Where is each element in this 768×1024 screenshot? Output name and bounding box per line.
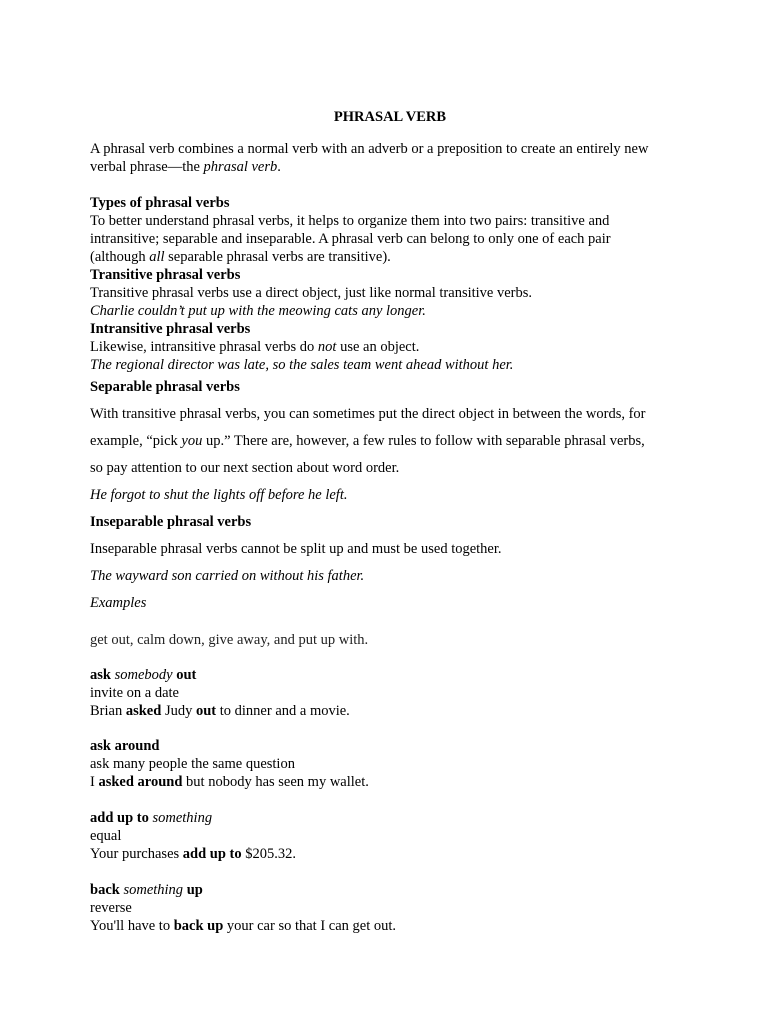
separable-line-2: [90, 428, 690, 455]
entry-example-text: $205.32.: [241, 846, 296, 862]
entry-headword: [90, 737, 690, 755]
transitive-heading: Transitive phrasal verbs: [90, 267, 241, 283]
document-body: [90, 93, 690, 935]
separable-heading: Separable phrasal verbs: [90, 379, 240, 395]
separable-text-c: up.” There are, however, a few rules to follow with separable phrasal verbs,: [202, 433, 645, 449]
intro-period: .: [277, 159, 281, 175]
intro-line-1: A phrasal verb combines a normal verb with an adverb or a preposition to create an entirely new: [90, 141, 649, 157]
types-text-c: separable phrasal verbs are transitive).: [164, 249, 391, 265]
separable-text-a: example, “pick: [90, 433, 182, 449]
inseparable-example: [90, 563, 690, 590]
entry-object: something: [152, 810, 213, 826]
intransitive-text-c: use an object.: [336, 339, 420, 355]
intransitive-text: [90, 338, 690, 356]
entry-example-text: to dinner and a movie.: [216, 703, 350, 719]
examples-label-text: Examples: [90, 595, 147, 611]
entry-headword: [90, 809, 690, 827]
separable-line-3: so pay attention to our next section about word order.: [90, 460, 400, 476]
entry-example-text: but nobody has seen my wallet.: [182, 774, 369, 790]
entry-example-verb: back up: [173, 918, 224, 934]
spacer: [90, 720, 690, 737]
intro-line-2: [90, 158, 690, 176]
entry-meaning: equal: [90, 828, 122, 844]
types-emphasis: all: [149, 249, 165, 265]
types-line-1: To better understand phrasal verbs, it helps to organize them into two pairs: transitive and: [90, 213, 610, 229]
types-heading: Types of phrasal verbs: [90, 195, 230, 211]
entry-headword: [90, 666, 690, 684]
types-text-a: (although: [90, 249, 150, 265]
entry-headword: [90, 881, 690, 899]
spacer: [90, 791, 690, 809]
entry-example-text: I: [90, 774, 99, 790]
spacer: [90, 649, 690, 666]
entry-verb: add up to: [90, 810, 149, 826]
transitive-example-text: Charlie couldn’t put up with the meowing cats any longer.: [90, 303, 426, 319]
separable-line-1: With transitive phrasal verbs, you can sometimes put the direct object in between the words, for: [90, 406, 646, 422]
inseparable-example-text: The wayward son carried on without his father.: [90, 568, 365, 584]
intransitive-emphasis: not: [317, 339, 337, 355]
entry-particle: out: [176, 667, 197, 683]
separable-example: [90, 482, 690, 509]
entry-example-verb: asked: [125, 703, 162, 719]
spacer: [90, 176, 690, 194]
intro-text: verbal phrase—the: [90, 159, 204, 175]
entry-example: [90, 702, 690, 720]
inseparable-heading: Inseparable phrasal verbs: [90, 514, 252, 530]
entry-example-text: Brian: [90, 703, 126, 719]
phrasal-verb-entry: [90, 809, 690, 863]
entry-verb: ask: [90, 667, 111, 683]
examples-label: [90, 590, 690, 617]
phrasal-verb-entry: [90, 737, 690, 791]
entry-verb: ask around: [90, 738, 160, 754]
intransitive-text-a: Likewise, intransitive phrasal verbs do: [90, 339, 318, 355]
entry-meaning: invite on a date: [90, 685, 179, 701]
entry-verb: back: [90, 882, 120, 898]
examples-list: get out, calm down, give away, and put up with.: [90, 632, 369, 648]
entry-example-verb: asked around: [98, 774, 183, 790]
spacer: [90, 863, 690, 881]
transitive-example: [90, 302, 690, 320]
entry-meaning: ask many people the same question: [90, 756, 295, 772]
entry-example-verb: add up to: [182, 846, 242, 862]
entry-example-text: You'll have to: [90, 918, 174, 934]
intransitive-example: [90, 356, 690, 374]
entry-example-text: Judy: [161, 703, 196, 719]
inseparable-text: Inseparable phrasal verbs cannot be split up and must be used together.: [90, 541, 502, 557]
entry-object: something: [123, 882, 184, 898]
phrasal-verb-entry: [90, 881, 690, 935]
entry-example-text: your car so that I can get out.: [223, 918, 397, 934]
entry-example: [90, 773, 690, 791]
entry-example-text: Your purchases: [90, 846, 183, 862]
entry-object: somebody: [114, 667, 173, 683]
entry-meaning: reverse: [90, 900, 132, 916]
intro-emphasis: phrasal verb: [203, 159, 278, 175]
entry-example: [90, 917, 690, 935]
types-line-2: intransitive; separable and inseparable. A phrasal verb can belong to only one of each pair: [90, 231, 611, 247]
separable-example-text: He forgot to shut the lights off before he left.: [90, 487, 348, 503]
page-title: PHRASAL VERB: [333, 108, 447, 125]
intransitive-heading: Intransitive phrasal verbs: [90, 321, 251, 337]
types-line-3: [90, 248, 690, 266]
transitive-text: Transitive phrasal verbs use a direct object, just like normal transitive verbs.: [90, 285, 533, 301]
intransitive-example-text: The regional director was late, so the sales team went ahead without her.: [90, 357, 514, 373]
separable-emphasis: you: [181, 433, 203, 449]
entry-particle: up: [186, 882, 203, 898]
phrasal-verb-entry: [90, 666, 690, 720]
entry-example-particle: out: [195, 703, 217, 719]
entry-example: [90, 845, 690, 863]
